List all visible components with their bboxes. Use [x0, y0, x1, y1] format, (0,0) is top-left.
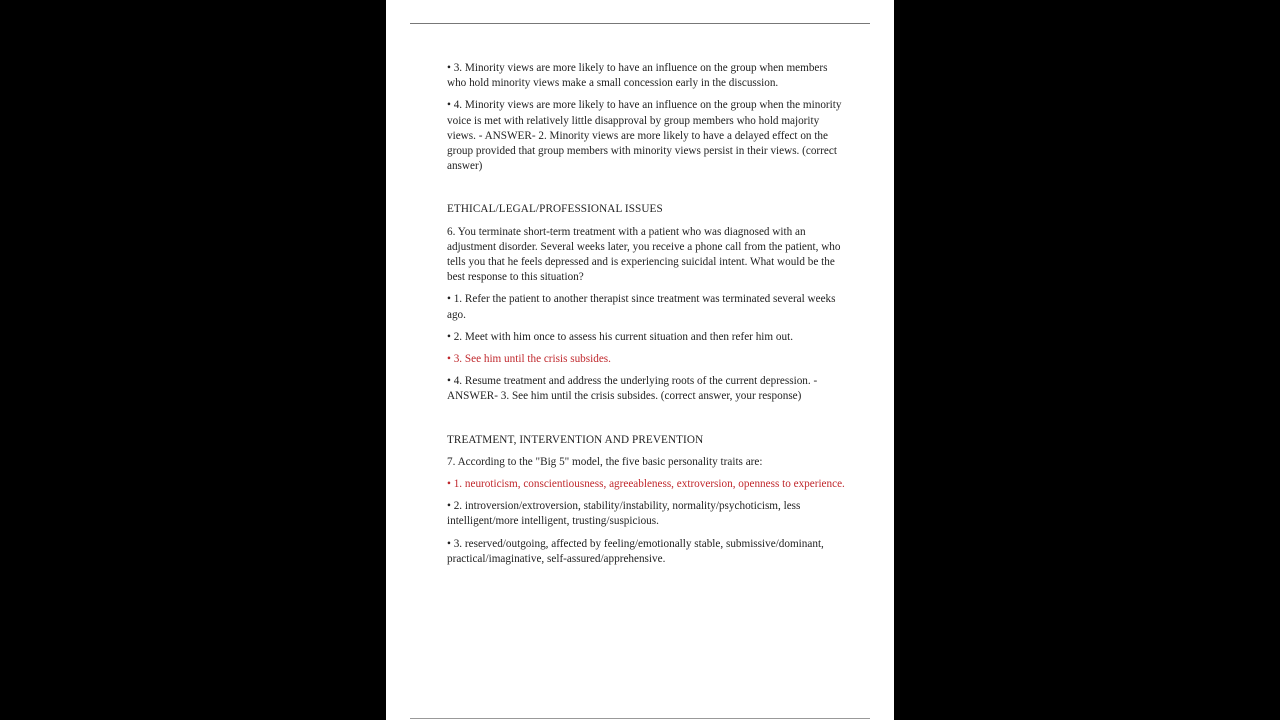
- option-q7-1-selected: • 1. neuroticism, conscientiousness, agreeableness, extroversion, openness to experience.: [447, 478, 845, 491]
- option-q6-1: • 1. Refer the patient to another therapist since treatment was terminated several weeks ago.: [447, 293, 836, 321]
- question-6: 6. You terminate short-term treatment with a patient who was diagnosed with an adjustment disorder. Several weeks later, you receive a phone call from the patient, who tells you that he feels depressed and is experiencing suicidal intent. What would be the best response to this situation?: [447, 225, 841, 284]
- spacer: [447, 412, 849, 433]
- question-7: 7. According to the "Big 5" model, the five basic personality traits are:: [447, 455, 763, 468]
- option-q5-4-answer: • 4. Minority views are more likely to have an influence on the group when the minority voice is met with relatively little disapproval by group members who hold majority views. - ANSWER- 2. Minority views are more likely to have a delayed effect on the group provided that group members with minority views persist in their views. (correct answer): [447, 99, 842, 173]
- section-heading-ethical: ETHICAL/LEGAL/PROFESSIONAL ISSUES: [447, 203, 663, 216]
- option-q6-2: • 2. Meet with him once to assess his current situation and then refer him out.: [447, 330, 793, 343]
- option-q7-3: • 3. reserved/outgoing, affected by feeling/emotionally stable, submissive/dominant, practical/imaginative, self-assured/apprehensive.: [447, 537, 824, 565]
- document-page: [386, 0, 894, 720]
- option-q7-2: • 2. introversion/extroversion, stability/instability, normality/psychoticism, less intelligent/more intelligent, trusting/suspicious.: [447, 500, 801, 528]
- option-q6-4-answer: • 4. Resume treatment and address the underlying roots of the current depression. - ANSWER- 3. See him until the crisis subsides. (correct answer, your response): [447, 375, 818, 403]
- spacer: [447, 181, 849, 202]
- option-q6-3-selected: • 3. See him until the crisis subsides.: [447, 353, 611, 366]
- section-heading-treatment: TREATMENT, INTERVENTION AND PREVENTION: [447, 433, 704, 446]
- option-q5-3: • 3. Minority views are more likely to have an influence on the group when members who hold minority views make a small concession early in the discussion.: [447, 62, 828, 90]
- footer-rule: [410, 718, 870, 719]
- document-content: [447, 61, 849, 574]
- header-rule: [410, 23, 870, 24]
